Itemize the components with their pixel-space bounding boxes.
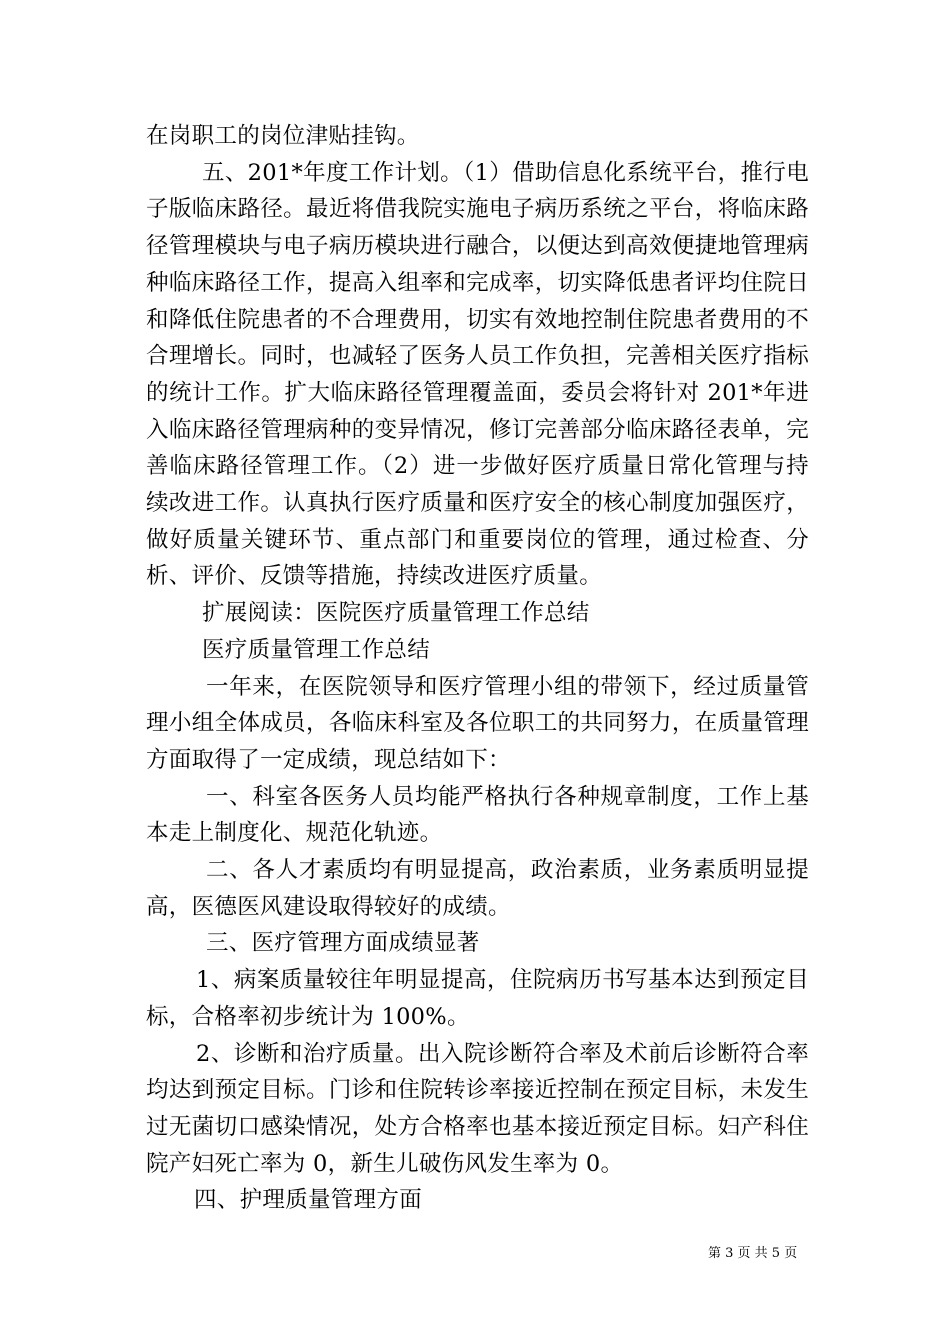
paragraph-item-1: 一、科室各医务人员均能严格执行各种规章制度，工作上基本走上制度化、规范化轨迹。 (146, 783, 809, 847)
document-body (146, 118, 809, 1219)
paragraph-subitem-2: 2、诊断和治疗质量。出入院诊断符合率及术前后诊断符合率均达到预定目标。门诊和住院转诊率接近控制在预定目标，未发生过无菌切口感染情况，处方合格率也基本接近预定目标。妇产科住院产妇死亡率为 0，新生儿破伤风发生率为 0。 (146, 1040, 809, 1177)
paragraph-item-4: 四、护理质量管理方面 (194, 1187, 423, 1214)
section-title: 医疗质量管理工作总结 (202, 636, 431, 663)
paragraph-intro: 一年来，在医院领导和医疗管理小组的带领下，经过质量管理小组全体成员，各临床科室及各位职工的共同努力，在质量管理方面取得了一定成绩，现总结如下： (146, 673, 809, 773)
page-number: 第 3 页 共 5 页 (708, 1246, 798, 1261)
paragraph-work-plan: 五、201*年度工作计划。（1）借助信息化系统平台，推行电子版临床路径。最近将借我院实施电子病历系统之平台，将临床路径管理模块与电子病历模块进行融合，以便达到高效便捷地管理病种临床路径工作，提高入组率和完成率，切实降低患者评均住院日和降低住院患者的不合理费用，切实有效地控制住院患者费用的不合理增长。同时，也减轻了医务人员工作负担，完善相关医疗指标的统计工作。扩大临床路径管理覆盖面，委员会将针对 201*年进入临床路径管理病种的变异情况，修订完善部分临床路径表单，完善临床路径管理工作。（2）进一步做好医疗质量日常化管理与持续改进工作。认真执行医疗质量和医疗安全的核心制度加强医疗，做好质量关键环节、重点部门和重要岗位的管理，通过检查、分析、评价、反馈等措施，持续改进医疗质量。 (146, 159, 809, 590)
paragraph-extended-reading: 扩展阅读：医院医疗质量管理工作总结 (202, 600, 590, 627)
paragraph-item-2: 二、各人才素质均有明显提高，政治素质，业务素质明显提高，医德医风建设取得较好的成绩。 (146, 857, 809, 920)
paragraph-item-3: 三、医疗管理方面成绩显著 (206, 930, 480, 957)
paragraph-subitem-1: 1、病案质量较往年明显提高，住院病历书写基本达到预定目标，合格率初步统计为 100%。 (146, 967, 809, 1030)
paragraph-continuation: 在岗职工的岗位津贴挂钩。 (146, 123, 420, 149)
